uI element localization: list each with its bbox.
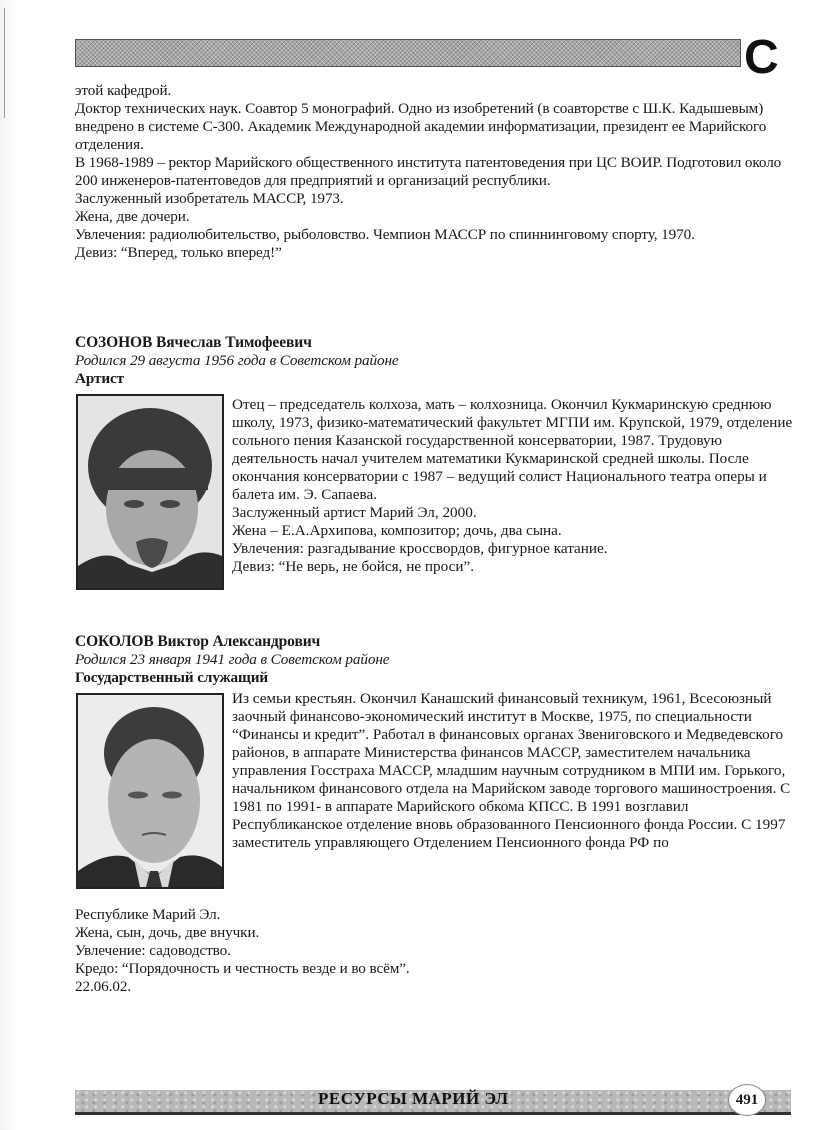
bio-paragraph: Увлечение: садоводство. [75, 942, 231, 959]
entry-bio-sokolov [232, 690, 792, 852]
text-line: Доктор технических наук. Соавтор 5 монографий. Одно из изобретений (в соавторстве с Ш.К. Кадышевым) внедрено в системе С-300. Академик Международной академии информатизации, президент ее Марийского отделения. [75, 100, 767, 153]
entry-name: СОЗОНОВ Вячеслав Тимофеевич [75, 334, 312, 351]
entry-birth: Родился 23 января 1941 года в Советском районе [75, 651, 390, 668]
entry-header-sokolov [75, 633, 795, 687]
portrait-photo-icon [78, 396, 222, 588]
entry-role: Государственный служащий [75, 669, 269, 686]
text-line: этой кафедрой. [75, 82, 172, 99]
text-line: Заслуженный изобретатель МАССР, 1973. [75, 190, 344, 207]
page-number: 491 [728, 1084, 766, 1116]
bio-paragraph: Республике Марий Эл. [75, 906, 221, 923]
bio-paragraph: Кредо: “Порядочность и честность везде и во всём”. [75, 960, 410, 977]
bio-paragraph: Из семьи крестьян. Окончил Канашский финансовый техникум, 1961, Всесоюзный заочный финансово-экономический институт в Москве, 1975, по специальности “Финансы и кредит”. Работал в финансовых органах Звениговского и Медведевского районов, в аппарате Министерства финансов МАССР, заместителем начальника управления Госстраха МАССР, младшим научным сотрудником в МПИ им. Горького, начальником финансового отдела на Марийском заводе торгового машиностроения. С 1981 по 1991- в аппарате Марийского обкома КПСС. В 1991 возглавил Республиканское отделение вновь образованного Пенсионного фонда России. С 1997 заместитель управляющего Отделением Пенсионного фонда РФ по [232, 690, 791, 851]
entry-header-sozonov [75, 334, 795, 388]
bio-paragraph: Отец – председатель колхоза, мать – колхозница. Окончил Кукмаринскую среднюю школу, 1973, физико-математический факультет МГПИ им. Крупской, 1979, отделение сольного пения Казанской государственной консерватории, 1987. Трудовую деятельность начал учителем математики Кукмаринской средней школы. После окончания консерватории с 1987 – ведущий солист Национального театра оперы и балета им. Э. Сапаева. [232, 396, 793, 503]
bio-paragraph: Заслуженный артист Марий Эл, 2000. [232, 504, 477, 521]
bio-paragraph: Жена – Е.А.Архипова, композитор; дочь, два сына. [232, 522, 562, 539]
portrait-photo-icon [78, 695, 222, 887]
entry-role: Артист [75, 370, 125, 387]
entry-bio-sokolov-continued [75, 906, 795, 996]
entry-bio-sozonov [232, 396, 797, 576]
text-line: Увлечения: радиолюбительство, рыболовство. Чемпион МАССР по спиннинговому спорту, 1970. [75, 226, 695, 243]
bio-paragraph: 22.06.02. [75, 978, 132, 995]
text-line: Девиз: “Вперед, только вперед!” [75, 244, 282, 261]
text-line: Жена, две дочери. [75, 208, 190, 225]
header-decorative-band [75, 39, 741, 67]
bio-paragraph: Увлечения: разгадывание кроссвордов, фигурное катание. [232, 540, 608, 557]
previous-entry-continuation [75, 82, 795, 262]
portrait-photo-sokolov [76, 693, 224, 889]
text-line: В 1968-1989 – ректор Марийского общественного института патентоведения при ЦС ВОИР. Подготовил около 200 инженеров-патентоведов для предприятий и организаций республики. [75, 154, 782, 189]
footer-title: РЕСУРСЫ МАРИЙ ЭЛ [318, 1089, 509, 1108]
entry-name: СОКОЛОВ Виктор Александрович [75, 633, 321, 650]
bio-paragraph: Жена, сын, дочь, две внучки. [75, 924, 260, 941]
portrait-photo-sozonov [76, 394, 224, 590]
page-edge-shadow [0, 0, 18, 1130]
bio-paragraph: Девиз: “Не верь, не бойся, не проси”. [232, 558, 474, 575]
section-letter: С [744, 31, 779, 84]
entry-birth: Родился 29 августа 1956 года в Советском районе [75, 352, 399, 369]
